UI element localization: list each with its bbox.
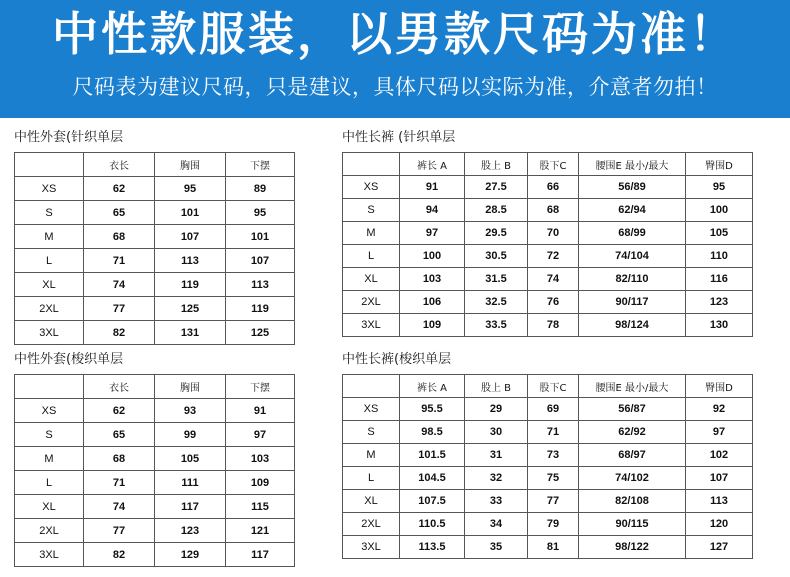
value-cell: 68: [528, 199, 579, 222]
size-label-cell: M: [15, 225, 84, 249]
value-cell: 103: [400, 268, 465, 291]
value-cell: 107: [155, 225, 226, 249]
value-cell: 99: [155, 423, 226, 447]
table-row: [343, 536, 753, 559]
table-header-row: [343, 375, 753, 398]
value-cell: 113.5: [400, 536, 465, 559]
value-cell: 95.5: [400, 398, 465, 421]
value-cell: 73: [528, 444, 579, 467]
size-label-cell: L: [343, 467, 400, 490]
value-cell: 113: [226, 273, 295, 297]
size-label-cell: 3XL: [343, 314, 400, 337]
value-cell: 102: [686, 444, 753, 467]
value-cell: 77: [528, 490, 579, 513]
value-cell: 97: [686, 421, 753, 444]
header-cell: 股下C: [528, 153, 579, 176]
value-cell: 93: [155, 399, 226, 423]
table-row: [343, 513, 753, 536]
table-header-row: [15, 153, 295, 177]
value-cell: 75: [528, 467, 579, 490]
banner-title: 中性款服装，以男款尺码为准！: [52, 7, 738, 61]
value-cell: 32.5: [465, 291, 528, 314]
value-cell: 33.5: [465, 314, 528, 337]
value-cell: 98/122: [579, 536, 686, 559]
size-label-cell: S: [15, 201, 84, 225]
table-row: [343, 398, 753, 421]
value-cell: 28.5: [465, 199, 528, 222]
value-cell: 74: [528, 268, 579, 291]
size-label-cell: L: [343, 245, 400, 268]
size-label-cell: 2XL: [343, 513, 400, 536]
value-cell: 100: [400, 245, 465, 268]
header-cell: 衣长: [84, 153, 155, 177]
value-cell: 107.5: [400, 490, 465, 513]
value-cell: 71: [528, 421, 579, 444]
value-cell: 119: [155, 273, 226, 297]
header-cell: [343, 153, 400, 176]
value-cell: 98.5: [400, 421, 465, 444]
value-cell: 81: [528, 536, 579, 559]
value-cell: 34: [465, 513, 528, 536]
value-cell: 109: [400, 314, 465, 337]
value-cell: 125: [155, 297, 226, 321]
value-cell: 62: [84, 177, 155, 201]
size-label-cell: 3XL: [15, 321, 84, 345]
value-cell: 29: [465, 398, 528, 421]
value-cell: 123: [686, 291, 753, 314]
size-label-cell: L: [15, 249, 84, 273]
header-cell: 臀围D: [686, 153, 753, 176]
value-cell: 29.5: [465, 222, 528, 245]
value-cell: 90/115: [579, 513, 686, 536]
value-cell: 101.5: [400, 444, 465, 467]
value-cell: 113: [686, 490, 753, 513]
value-cell: 129: [155, 543, 226, 567]
size-label-cell: M: [15, 447, 84, 471]
value-cell: 131: [155, 321, 226, 345]
table-row: [15, 471, 295, 495]
value-cell: 74: [84, 495, 155, 519]
table-header-row: [15, 375, 295, 399]
header-cell: 下摆: [226, 153, 295, 177]
value-cell: 76: [528, 291, 579, 314]
value-cell: 74: [84, 273, 155, 297]
value-cell: 95: [686, 176, 753, 199]
value-cell: 89: [226, 177, 295, 201]
header-cell: 股上 B: [465, 153, 528, 176]
table-header-row: [343, 153, 753, 176]
value-cell: 71: [84, 471, 155, 495]
size-label-cell: 2XL: [15, 519, 84, 543]
value-cell: 68/99: [579, 222, 686, 245]
header-cell: 股下C: [528, 375, 579, 398]
value-cell: 68: [84, 225, 155, 249]
value-cell: 32: [465, 467, 528, 490]
value-cell: 65: [84, 201, 155, 225]
table-row: [343, 199, 753, 222]
section-title: 中性外套(梭织单层: [14, 352, 124, 367]
header-cell: 腰围E 最小/最大: [579, 375, 686, 398]
value-cell: 103: [226, 447, 295, 471]
value-cell: 105: [155, 447, 226, 471]
value-cell: 62/92: [579, 421, 686, 444]
value-cell: 90/117: [579, 291, 686, 314]
table-row: [15, 273, 295, 297]
header-cell: 胸围: [155, 153, 226, 177]
table-row: [343, 421, 753, 444]
value-cell: 66: [528, 176, 579, 199]
value-cell: 35: [465, 536, 528, 559]
value-cell: 110.5: [400, 513, 465, 536]
size-label-cell: XS: [343, 176, 400, 199]
value-cell: 91: [400, 176, 465, 199]
section-title: 中性长裤 (针织单层: [342, 130, 456, 145]
header-cell: 臀围D: [686, 375, 753, 398]
section-title: 中性外套(针织单层: [14, 130, 124, 145]
value-cell: 82: [84, 321, 155, 345]
value-cell: 125: [226, 321, 295, 345]
table-row: [343, 314, 753, 337]
value-cell: 123: [155, 519, 226, 543]
size-label-cell: 3XL: [343, 536, 400, 559]
size-label-cell: L: [15, 471, 84, 495]
value-cell: 107: [686, 467, 753, 490]
value-cell: 77: [84, 519, 155, 543]
table-row: [343, 245, 753, 268]
size-label-cell: XS: [343, 398, 400, 421]
value-cell: 97: [226, 423, 295, 447]
value-cell: 31.5: [465, 268, 528, 291]
value-cell: 95: [155, 177, 226, 201]
size-table: [14, 374, 295, 567]
value-cell: 105: [686, 222, 753, 245]
value-cell: 119: [226, 297, 295, 321]
table-row: [15, 543, 295, 567]
table-row: [343, 467, 753, 490]
value-cell: 101: [155, 201, 226, 225]
value-cell: 98/124: [579, 314, 686, 337]
size-label-cell: S: [343, 199, 400, 222]
value-cell: 27.5: [465, 176, 528, 199]
value-cell: 71: [84, 249, 155, 273]
value-cell: 82/110: [579, 268, 686, 291]
size-label-cell: XL: [15, 273, 84, 297]
table-row: [15, 297, 295, 321]
value-cell: 111: [155, 471, 226, 495]
value-cell: 100: [686, 199, 753, 222]
table-row: [15, 423, 295, 447]
value-cell: 62/94: [579, 199, 686, 222]
size-label-cell: XL: [343, 268, 400, 291]
header-banner: [0, 0, 790, 118]
value-cell: 110: [686, 245, 753, 268]
section-knit-pants: [342, 128, 753, 337]
header-cell: 下摆: [226, 375, 295, 399]
value-cell: 82/108: [579, 490, 686, 513]
value-cell: 116: [686, 268, 753, 291]
value-cell: 56/87: [579, 398, 686, 421]
header-cell: 衣长: [84, 375, 155, 399]
header-cell: [15, 153, 84, 177]
size-label-cell: S: [343, 421, 400, 444]
value-cell: 33: [465, 490, 528, 513]
value-cell: 78: [528, 314, 579, 337]
section-woven-pants: [342, 350, 753, 559]
value-cell: 101: [226, 225, 295, 249]
value-cell: 30: [465, 421, 528, 444]
value-cell: 120: [686, 513, 753, 536]
size-label-cell: XS: [15, 177, 84, 201]
value-cell: 62: [84, 399, 155, 423]
banner-subtitle: 尺码表为建议尺码，只是建议，具体尺码以实际为准，介意者勿拍！: [72, 75, 718, 99]
table-row: [15, 399, 295, 423]
size-table: [14, 152, 295, 345]
size-table: [342, 152, 753, 337]
header-cell: 裤长 A: [400, 375, 465, 398]
size-label-cell: M: [343, 444, 400, 467]
table-row: [15, 225, 295, 249]
value-cell: 68/97: [579, 444, 686, 467]
section-title: 中性长裤(梭织单层: [342, 352, 452, 367]
value-cell: 97: [400, 222, 465, 245]
size-label-cell: XL: [343, 490, 400, 513]
value-cell: 106: [400, 291, 465, 314]
header-cell: 股上 B: [465, 375, 528, 398]
table-row: [343, 176, 753, 199]
table-row: [343, 222, 753, 245]
value-cell: 113: [155, 249, 226, 273]
value-cell: 56/89: [579, 176, 686, 199]
header-cell: 裤长 A: [400, 153, 465, 176]
value-cell: 121: [226, 519, 295, 543]
value-cell: 115: [226, 495, 295, 519]
header-cell: [15, 375, 84, 399]
value-cell: 31: [465, 444, 528, 467]
value-cell: 104.5: [400, 467, 465, 490]
value-cell: 65: [84, 423, 155, 447]
header-cell: 腰围E 最小/最大: [579, 153, 686, 176]
value-cell: 109: [226, 471, 295, 495]
value-cell: 82: [84, 543, 155, 567]
section-woven-jacket: [14, 350, 295, 567]
value-cell: 127: [686, 536, 753, 559]
size-label-cell: XL: [15, 495, 84, 519]
value-cell: 69: [528, 398, 579, 421]
size-label-cell: 2XL: [15, 297, 84, 321]
value-cell: 91: [226, 399, 295, 423]
size-label-cell: XS: [15, 399, 84, 423]
value-cell: 70: [528, 222, 579, 245]
header-cell: [343, 375, 400, 398]
table-row: [343, 490, 753, 513]
table-row: [15, 519, 295, 543]
table-row: [343, 291, 753, 314]
size-label-cell: S: [15, 423, 84, 447]
header-cell: 胸围: [155, 375, 226, 399]
value-cell: 77: [84, 297, 155, 321]
value-cell: 72: [528, 245, 579, 268]
value-cell: 74/104: [579, 245, 686, 268]
value-cell: 74/102: [579, 467, 686, 490]
table-row: [15, 177, 295, 201]
table-row: [343, 268, 753, 291]
size-table: [342, 374, 753, 559]
size-label-cell: 2XL: [343, 291, 400, 314]
size-label-cell: 3XL: [15, 543, 84, 567]
value-cell: 92: [686, 398, 753, 421]
table-row: [15, 201, 295, 225]
value-cell: 94: [400, 199, 465, 222]
table-row: [15, 495, 295, 519]
size-label-cell: M: [343, 222, 400, 245]
value-cell: 68: [84, 447, 155, 471]
value-cell: 117: [155, 495, 226, 519]
table-row: [15, 321, 295, 345]
table-row: [343, 444, 753, 467]
value-cell: 95: [226, 201, 295, 225]
value-cell: 107: [226, 249, 295, 273]
table-row: [15, 447, 295, 471]
value-cell: 130: [686, 314, 753, 337]
value-cell: 117: [226, 543, 295, 567]
value-cell: 30.5: [465, 245, 528, 268]
table-row: [15, 249, 295, 273]
value-cell: 79: [528, 513, 579, 536]
section-knit-jacket: [14, 128, 295, 345]
